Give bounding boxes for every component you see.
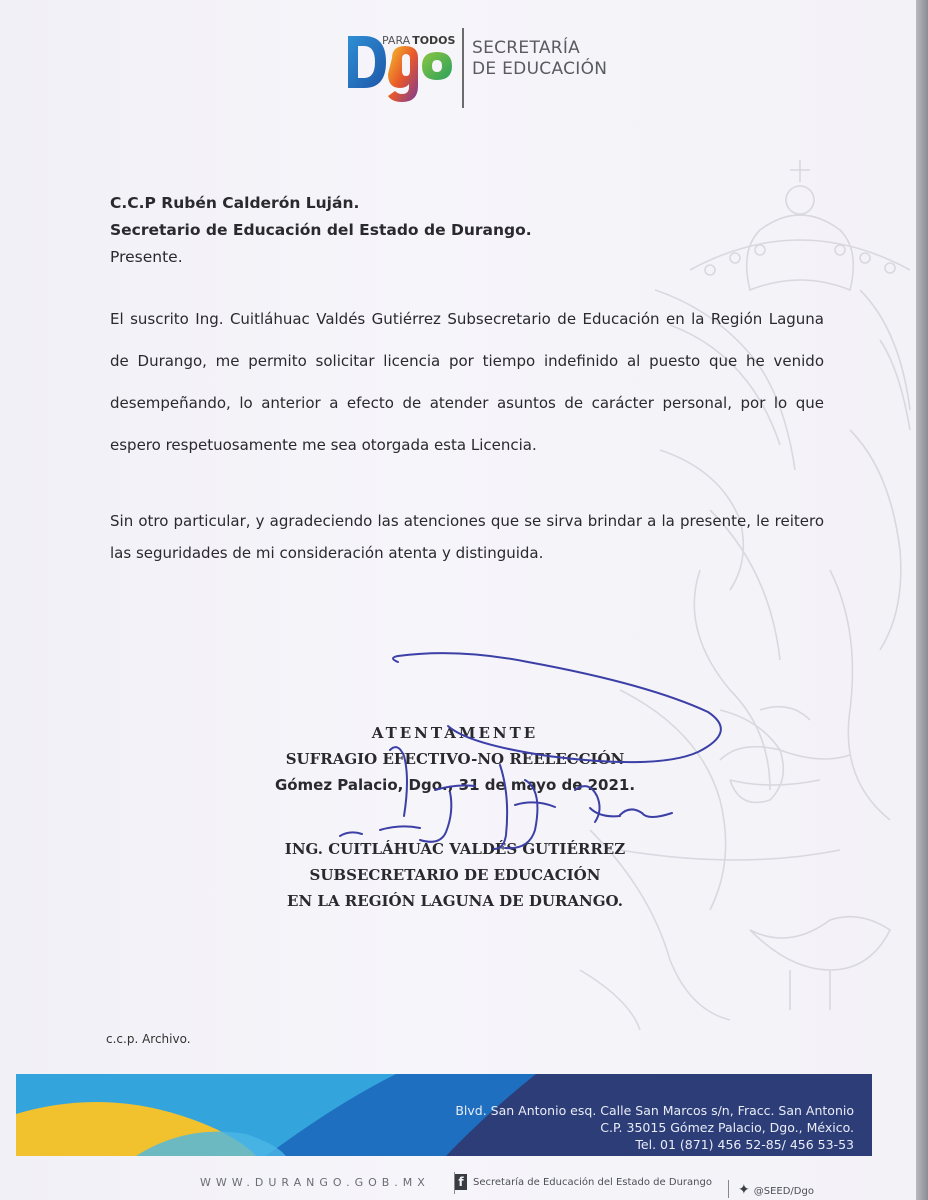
website-link[interactable]: WWW.DURANGO.GOB.MX: [200, 1176, 430, 1189]
dgo-education-logo: [344, 22, 614, 112]
logo-divider: [462, 28, 464, 108]
footer-website[interactable]: [200, 1176, 430, 1189]
body-paragraph-2: Sin otro particular, y agradeciendo las atenciones que se sirva brindar a la presente, le reitero las seguridades de mi consideración atenta y distinguida.: [110, 512, 824, 562]
addressee-block: [110, 190, 532, 271]
twitter-label: @SEED/Dgo: [753, 1186, 814, 1197]
signer-block: [235, 836, 675, 914]
addressee-name: C.C.P Rubén Calderón Luján.: [110, 194, 360, 212]
department-name: [472, 38, 607, 80]
facebook-link[interactable]: [455, 1174, 712, 1190]
closing-place-date: Gómez Palacio, Dgo., 31 de mayo de 2021.: [274, 776, 636, 794]
department-line-1: SECRETARÍA: [472, 38, 581, 58]
closing-salutation: ATENTAMENTE: [371, 724, 539, 742]
signer-region: EN LA REGIÓN LAGUNA DE DURANGO.: [287, 892, 623, 910]
closing-block: [235, 720, 675, 798]
ccp-archive: c.c.p. Archivo.: [106, 1032, 191, 1046]
address-line-2: C.P. 35015 Gómez Palacio, Dgo., México.: [600, 1120, 854, 1135]
signer-name: ING. CUITLÁHUAC VALDÉS GUTIÉRREZ: [284, 840, 626, 858]
facebook-icon: f: [455, 1174, 467, 1190]
facebook-label: Secretaría de Educación del Estado de Durango: [473, 1177, 712, 1188]
signer-position: SUBSECRETARIO DE EDUCACIÓN: [309, 866, 601, 884]
twitter-link[interactable]: [738, 1182, 814, 1198]
addressee-title: Secretario de Educación del Estado de Durango.: [110, 221, 532, 239]
page-edge-shadow: [916, 0, 928, 1200]
body-paragraph-1: El suscrito Ing. Cuitláhuac Valdés Gutiérrez Subsecretario de Educación en la Región Laguna de Durango, me permito solicitar licencia por tiempo indefinido al puesto que he venido desempeñando, lo anterior a efecto de atender asuntos de carácter personal, por lo que espero respetuosamente me sea otorgada esta Licencia.: [110, 310, 824, 454]
footer-separator-2: [728, 1180, 729, 1198]
addressee-greeting: Presente.: [110, 248, 183, 266]
address-line-1: Blvd. San Antonio esq. Calle San Marcos s/n, Fracc. San Antonio: [455, 1103, 854, 1118]
twitter-bird-icon: ✦: [738, 1182, 750, 1198]
para-todos-slogan: PARA TODOS: [382, 34, 456, 47]
department-line-2: DE EDUCACIÓN: [472, 59, 608, 79]
footer-address: [455, 1102, 854, 1153]
closing-motto: SUFRAGIO EFECTIVO-NO REELECCIÓN: [285, 750, 625, 768]
address-line-3: Tel. 01 (871) 456 52-85/ 456 53-53: [635, 1137, 854, 1152]
